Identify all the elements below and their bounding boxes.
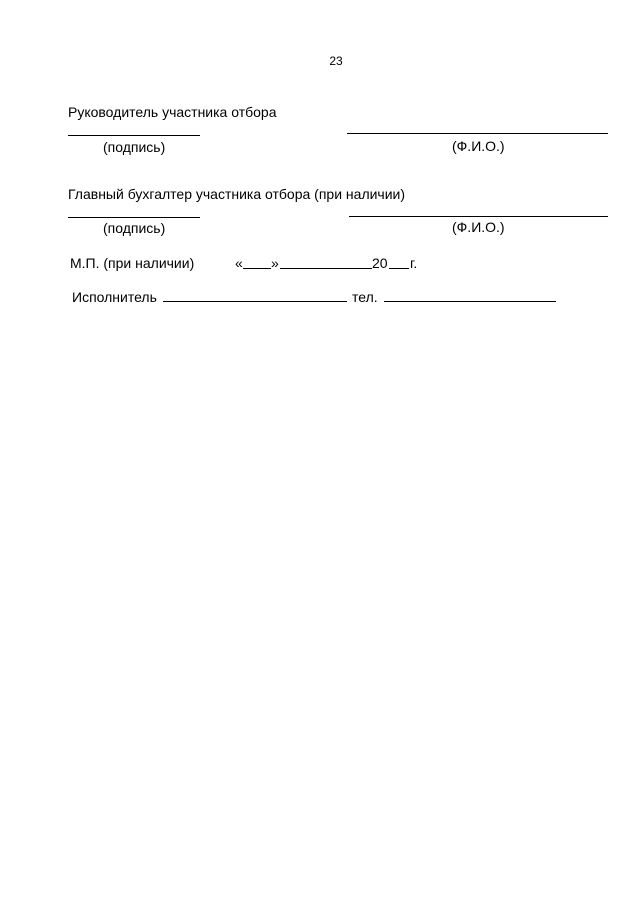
accountant-name-caption: (Ф.И.О.) bbox=[452, 219, 505, 235]
head-signature-caption: (подпись) bbox=[103, 139, 166, 155]
head-title: Руководитель участника отбора bbox=[68, 104, 277, 120]
date-quote-close: » bbox=[271, 255, 279, 271]
head-name-line bbox=[347, 133, 608, 134]
accountant-signature-line bbox=[68, 217, 200, 218]
date-quote-open: « bbox=[235, 255, 243, 271]
accountant-signature-caption: (подпись) bbox=[103, 220, 166, 236]
date-year-prefix: 20 bbox=[372, 255, 388, 271]
date-year-suffix: г. bbox=[410, 255, 418, 271]
head-signature-line bbox=[68, 135, 200, 136]
accountant-title: Главный бухгалтер участника отбора (при наличии) bbox=[68, 186, 406, 202]
executor-name-line bbox=[163, 301, 347, 302]
date-day-line bbox=[243, 268, 271, 269]
seal-label: М.П. (при наличии) bbox=[70, 255, 195, 271]
head-name-caption: (Ф.И.О.) bbox=[452, 138, 505, 154]
executor-label: Исполнитель bbox=[72, 289, 157, 305]
page-number: 23 bbox=[329, 54, 343, 68]
date-month-line bbox=[280, 268, 372, 269]
date-year-line bbox=[389, 268, 409, 269]
accountant-name-line bbox=[349, 216, 608, 217]
executor-phone-label: тел. bbox=[352, 289, 378, 305]
executor-phone-line bbox=[384, 301, 556, 302]
